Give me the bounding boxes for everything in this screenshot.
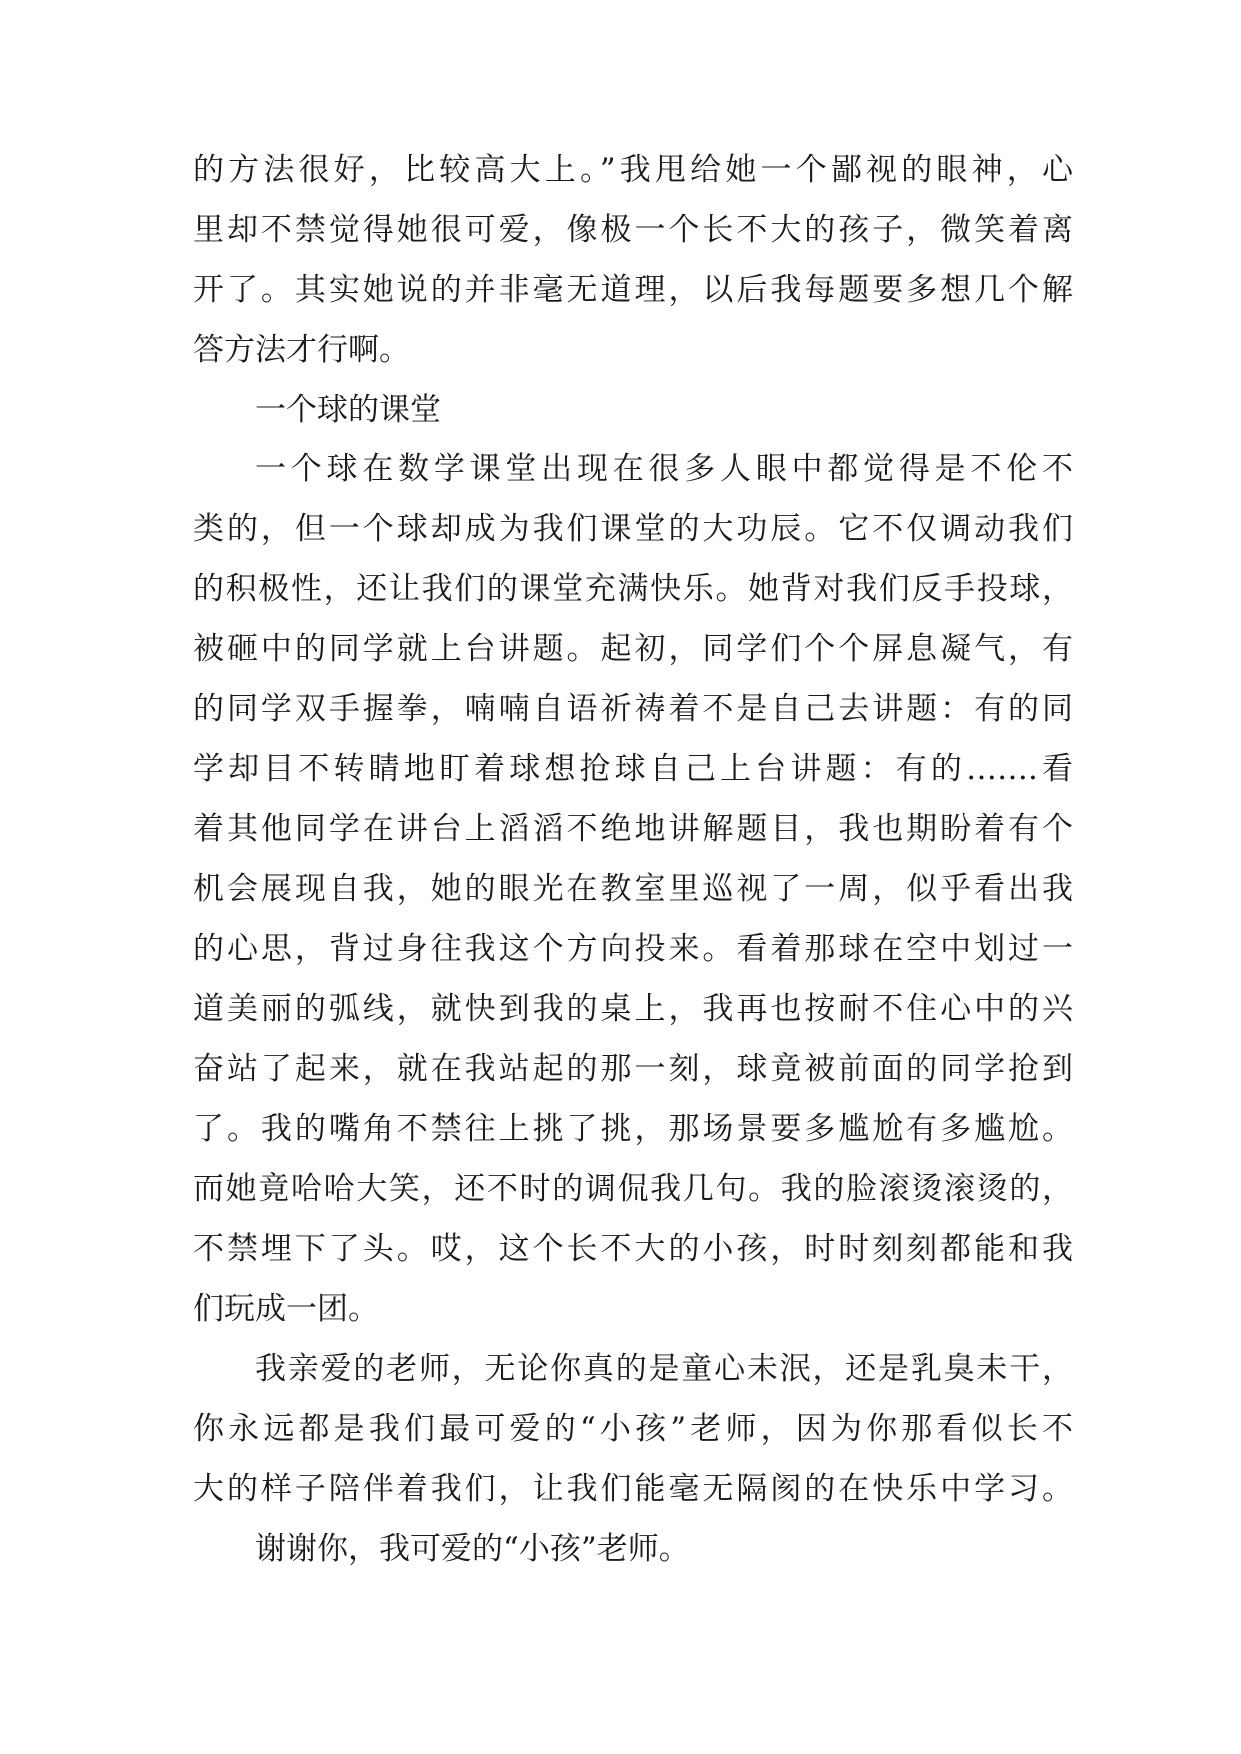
- text-line: 着其他同学在讲台上滔滔不绝地讲解题目，我也期盼着有个: [193, 811, 1073, 847]
- text-line: 的方法很好，比较高大上。”我甩给她一个鄙视的眼神，心: [193, 152, 1073, 188]
- text-line: 谢谢你，我可爱的“小孩”老师。: [255, 1531, 690, 1567]
- text-line: 学却目不转睛地盯着球想抢球自己上台讲题：有的…….看: [193, 751, 1073, 787]
- text-line: 里却不禁觉得她很可爱，像极一个长不大的孩子，微笑着离: [193, 212, 1073, 248]
- text-line: 们玩成一团。: [193, 1291, 379, 1327]
- text-line: 你永远都是我们最可爱的“小孩”老师，因为你那看似长不: [193, 1411, 1073, 1447]
- text-line: 大的样子陪伴着我们，让我们能毫无隔阂的在快乐中学习。: [193, 1471, 1073, 1507]
- text-line: 开了。其实她说的并非毫无道理，以后我每题要多想几个解: [193, 272, 1073, 308]
- text-line: 类的，但一个球却成为我们课堂的大功辰。它不仅调动我们: [193, 511, 1073, 547]
- text-line: 一个球在数学课堂出现在很多人眼中都觉得是不伦不: [255, 451, 1073, 487]
- text-line: 我亲爱的老师，无论你真的是童心未泯，还是乳臭未干，: [255, 1351, 1073, 1387]
- text-line: 了。我的嘴角不禁往上挑了挑，那场景要多尴尬有多尴尬。: [193, 1111, 1073, 1147]
- text-line: 答方法才行啊。: [193, 332, 410, 368]
- text-line: 的同学双手握拳，喃喃自语祈祷着不是自己去讲题：有的同: [193, 691, 1073, 727]
- text-line: 不禁埋下了头。哎，这个长不大的小孩，时时刻刻都能和我: [193, 1231, 1073, 1267]
- text-line: 道美丽的弧线，就快到我的桌上，我再也按耐不住心中的兴: [193, 991, 1073, 1027]
- text-line: 被砸中的同学就上台讲题。起初，同学们个个屏息凝气，有: [193, 631, 1073, 667]
- text-line: 奋站了起来，就在我站起的那一刻，球竟被前面的同学抢到: [193, 1051, 1073, 1087]
- text-line: 的心思，背过身往我这个方向投来。看着那球在空中划过一: [193, 931, 1073, 967]
- text-line: 而她竟哈哈大笑，还不时的调侃我几句。我的脸滚烫滚烫的，: [193, 1171, 1073, 1207]
- text-line: 机会展现自我，她的眼光在教室里巡视了一周，似乎看出我: [193, 871, 1073, 907]
- text-line: 的积极性，还让我们的课堂充满快乐。她背对我们反手投球，: [193, 571, 1073, 607]
- section-heading: 一个球的课堂: [255, 392, 441, 428]
